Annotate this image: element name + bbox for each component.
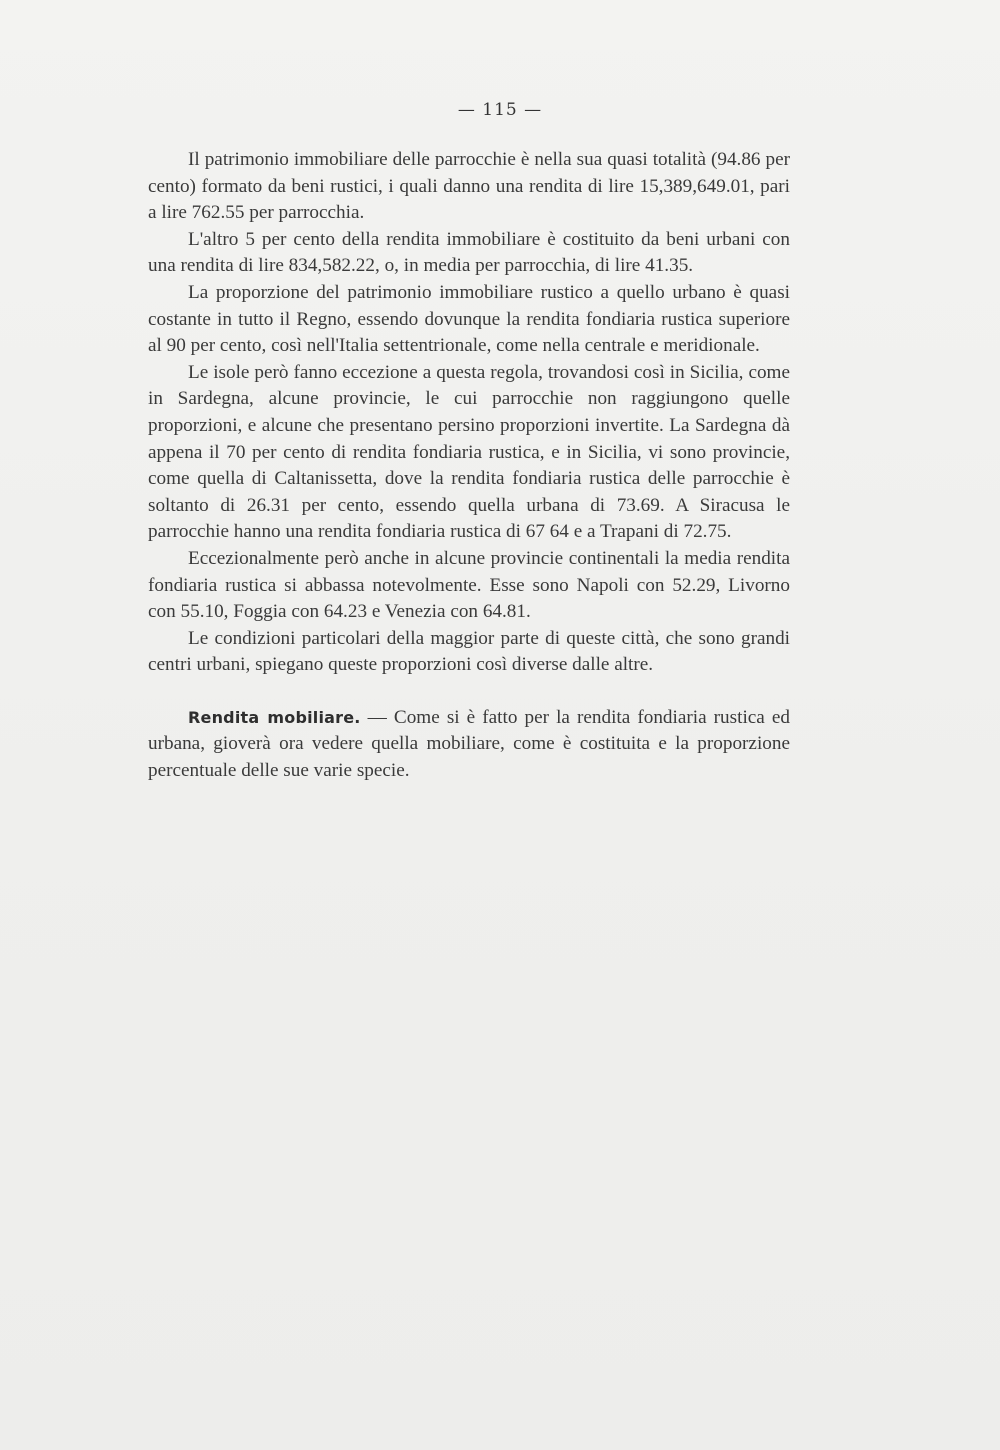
paragraph-2: L'altro 5 per cento della rendita immobiliare è costituito da beni urbani con una rendita di lire 834,582.22, o, in media per parrocchia, di lire 41.35. [148,228,790,277]
paragraph-6: Le condizioni particolari della maggior parte di queste città, che sono grandi centri urbani, spiegano queste proporzioni così diverse dalle altre. [148,627,790,676]
body-text [148,147,790,785]
paragraph-4: Le isole però fanno eccezione a questa regola, trovandosi così in Sicilia, come in Sardegna, alcune provincie, le cui parrocchie non raggiungono quelle proporzioni, e alcune che presentano persino proporzioni invertite. La Sardegna dà appena il 70 per cento di rendita fondiaria rustica, e in Sicilia, vi sono provincie, come quella di Caltanissetta, dove la rendita fondiaria rustica delle parrocchie è soltanto di 26.31 per cento, essendo quella urbana di 73.69. A Siracusa le parrocchie hanno una rendita fondiaria rustica di 67 64 e a Trapani di 72.75. [148,361,790,543]
section-heading: Rendita mobiliare. [188,707,361,727]
section-text: — Come si è fatto per la rendita fondiaria rustica ed urbana, gioverà ora vedere quella mobiliare, come è costituita e la proporzione percentuale delle sue varie specie. [148,706,790,782]
page-number: — 115 — [457,100,543,120]
paragraph-5: Eccezionalmente però anche in alcune provincie continentali la media rendita fondiaria rustica si abbassa notevolmente. Esse sono Napoli con 52.29, Livorno con 55.10, Foggia con 64.23 e Venezia con 64.81. [148,547,790,623]
paragraph-3: La proporzione del patrimonio immobiliare rustico a quello urbano è quasi costante in tutto il Regno, essendo dovunque la rendita fondiaria rustica superiore al 90 per cento, così nell'Italia settentrionale, come nella centrale e meridionale. [148,281,790,357]
section-rendita-mobiliare [148,705,790,785]
paragraph-1: Il patrimonio immobiliare delle parrocchie è nella sua quasi totalità (94.86 per cento) formato da beni rustici, i quali danno una rendita di lire 15,389,649.01, pari a lire 762.55 per parrocchia. [148,149,790,224]
